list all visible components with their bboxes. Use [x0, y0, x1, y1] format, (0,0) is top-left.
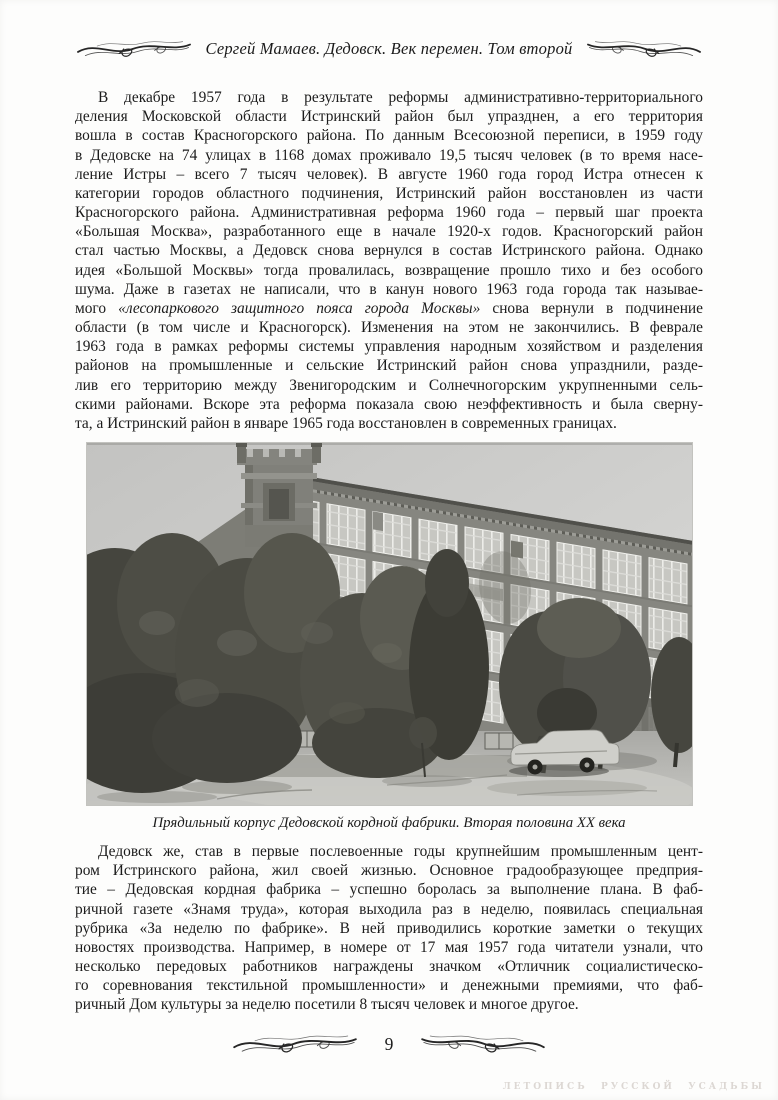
page-footer	[0, 1031, 778, 1057]
running-header-title: Сергей Мамаев. Дедовск. Век перемен. Том второй	[205, 39, 573, 58]
text-line: лив его территорию между Звенигородским и Солнечногорским укрупненными сель-	[75, 376, 703, 394]
text-line: шума. Даже в газетах не написали, что в канун нового 1963 года города так называе-	[75, 280, 703, 298]
text-line: вошла в состав Красногорского района. По данным Всесоюзной переписи, в 1959 году	[75, 127, 703, 145]
factory-tower	[236, 443, 322, 547]
text-line: тие – Дедовская кордная фабрика – успешно боролась за выполнение плана. В фаб-	[75, 881, 703, 899]
text-line: категории городов областного подчинения, Истринский район восстановлен из части	[75, 184, 703, 202]
paragraph-administrative-reform	[75, 88, 703, 433]
page-number: 9	[384, 1033, 394, 1054]
swash-flourish-icon	[585, 36, 703, 62]
photo-caption: Прядильный корпус Дедовской кордной фабрики. Вторая половина ХХ века	[152, 815, 626, 831]
text-line: В декабре 1957 года в результате реформы административно-территориального	[98, 89, 703, 106]
paragraph-factory-life	[75, 842, 703, 1015]
watermark-text: летопись русской усадьбы	[502, 1077, 765, 1092]
text-line: Красногорского района. Административная реформа 1960 года – первый шаг проекта	[75, 204, 703, 222]
text-line: «Большая Москва», разработанного еще в начале 1920-х годов. Красногорский район	[75, 223, 703, 241]
text-line: мого «лесопаркового защитного пояса города Москвы» снова вернули в подчинение	[75, 299, 704, 317]
running-header	[0, 36, 778, 62]
text-line: ричный Дом культуры за неделю посетили 8 тысяч человек и многое другое.	[75, 996, 579, 1014]
text-line: новостях производства. Например, в номере от 17 мая 1957 года читатели узнали, что	[75, 938, 703, 956]
text-line: 1963 года в рамках реформы системы управления народным хозяйством и разделения	[75, 338, 703, 356]
text-line: рубрика «За неделю по фабрике». В ней приводились короткие заметки о текущих	[75, 919, 703, 937]
text-line: скими районами. Вскоре эта реформа показала свою неэффективность и была сверну-	[75, 395, 703, 413]
swash-flourish-icon	[231, 1031, 359, 1057]
text-line: в Дедовске на 74 улицах в 1168 домах проживало 19,5 тысяч человек (в то время насе-	[75, 146, 703, 164]
text-line: ричной газете «Знамя труда», которая выходила раз в неделю, появилась специальная	[75, 900, 703, 918]
text-line: районов на промышленные и сельские Истринский район снова упразднили, разде-	[75, 357, 703, 375]
swash-flourish-icon	[419, 1031, 547, 1057]
swash-flourish-icon	[75, 36, 193, 62]
text-line: идея «Большой Москвы» тогда провалилась, возвращение прошло тихо и без особого	[75, 261, 703, 279]
factory-photo	[87, 443, 692, 805]
factory-photo-illustration	[87, 443, 692, 805]
text-line: ление Истры – всего 7 тысяч человек). В августе 1960 года город Истра отнесен к	[75, 165, 703, 183]
text-line: та, а Истринский район в январе 1965 года восстановлен в современных границах.	[75, 414, 617, 432]
text-line: ром Истринского района, жил своей жизнью. Основное градообразующее предприя-	[75, 862, 703, 880]
text-line: стал частью Москвы, а Дедовск снова вернулся в состав Истринского района. Однако	[75, 242, 703, 260]
text-line: несколько передовых работников награждены значком «Отличник социалистическо-	[75, 958, 703, 976]
text-line: Дедовск же, став в первые послевоенные годы крупнейшим промышленным цент-	[98, 843, 703, 860]
text-line: го соревнования текстильной промышленности» и денежными премиями, что фаб-	[75, 977, 703, 995]
text-line: деления Московской области Истринский район был упразднен, а его территория	[75, 108, 703, 126]
text-line: области (в том числе и Красногорск). Изменения на этом не закончились. В феврале	[75, 319, 703, 337]
